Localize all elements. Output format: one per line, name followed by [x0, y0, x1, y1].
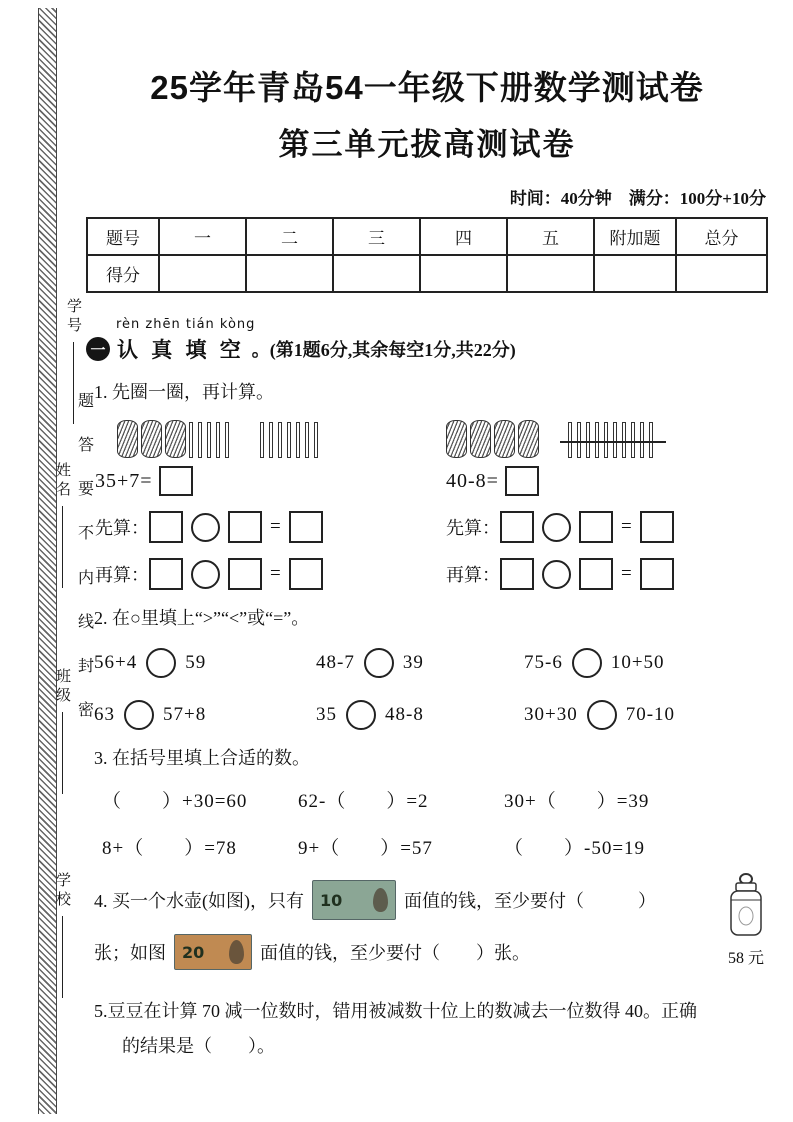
section-pinyin: rèn zhēn tián kòng — [116, 317, 256, 332]
fill-blank-equation: （ ）-50=19 — [504, 838, 646, 859]
score-header-cell: 一 — [159, 218, 246, 255]
seal-char: 题 — [78, 393, 95, 410]
answer-box — [579, 558, 613, 590]
comparison-item — [316, 648, 524, 678]
question-3 — [86, 744, 768, 860]
score-header-cell: 总分 — [676, 218, 767, 255]
score-empty-cell — [676, 255, 767, 292]
student-name-blank-line — [62, 506, 63, 588]
answer-box — [500, 511, 534, 543]
single-stick-icon — [604, 422, 608, 458]
score-empty-cell — [333, 255, 420, 292]
single-stick-icon — [296, 422, 300, 458]
compare-left: 48-7 — [316, 652, 355, 673]
question-4-text-1: 4. 买一个水壶(如图)，只有 — [94, 891, 304, 911]
portrait-icon — [373, 888, 388, 912]
section-score-note: 。(第1题6分,其余每空1分,共22分) — [251, 340, 516, 360]
stick-group — [260, 422, 323, 458]
comparison-item — [524, 700, 768, 730]
stick-bundle-icon — [470, 420, 491, 458]
comparison-item — [524, 648, 768, 678]
answer-box — [640, 511, 674, 543]
stick-picture-right — [446, 416, 768, 458]
question-1-text: 1. 先圈一圈，再计算。 — [94, 382, 274, 402]
compare-left: 56+4 — [94, 652, 138, 673]
comparison-item — [94, 648, 316, 678]
single-stick-icon — [622, 422, 626, 458]
fill-blank-equation: （ ）+30=60 — [102, 791, 248, 812]
answer-box — [505, 466, 539, 496]
score-empty-cell — [420, 255, 507, 292]
fill-blank-equation: 9+（ ）=57 — [298, 838, 433, 859]
class-field — [52, 668, 73, 794]
question-5-line-2: 的结果是（ ）。 — [122, 1036, 275, 1057]
first-step-label: 先算： — [95, 518, 149, 538]
single-stick-icon — [225, 422, 229, 458]
equals-sign: = — [621, 563, 632, 584]
score-header-cell: 四 — [420, 218, 507, 255]
banknote-value: 10 — [320, 890, 343, 910]
answer-box — [579, 511, 613, 543]
answer-box — [500, 558, 534, 590]
score-row-label: 得分 — [87, 255, 159, 292]
single-stick-icon — [577, 422, 581, 458]
operator-circle — [542, 513, 571, 542]
second-step-label: 再算： — [446, 565, 500, 585]
score-header-cell: 题号 — [87, 218, 159, 255]
comparison-item — [94, 700, 316, 730]
kettle-image — [718, 872, 774, 968]
single-stick-icon — [260, 422, 264, 458]
score-empty-cell — [159, 255, 246, 292]
single-stick-icon — [568, 422, 572, 458]
compare-right: 57+8 — [163, 704, 207, 725]
single-stick-icon — [287, 422, 291, 458]
comparison-circle — [146, 648, 176, 678]
section-title: 认 真 填 空 — [117, 338, 245, 362]
score-table-header-row — [87, 218, 767, 255]
single-stick-icon — [269, 422, 273, 458]
single-stick-icon — [613, 422, 617, 458]
exam-meta: 时间：40分钟 满分：100分+10分 — [509, 189, 766, 208]
question-5 — [86, 994, 768, 1064]
question-4-text-4: 面值的钱，至少要付（ ）张。 — [260, 943, 530, 963]
banknote-value: 20 — [182, 942, 205, 962]
stick-group — [446, 420, 542, 458]
equals-sign: = — [621, 516, 632, 537]
score-table — [86, 217, 768, 293]
answer-box — [640, 558, 674, 590]
single-stick-icon — [595, 422, 599, 458]
operator-circle — [191, 560, 220, 589]
school-label: 学校 — [54, 872, 70, 910]
single-stick-icon — [189, 422, 193, 458]
school-field — [52, 872, 73, 998]
question-4 — [86, 880, 768, 970]
comparison-circle — [364, 648, 394, 678]
question-5-line-1: 5.豆豆在计算 70 减一位数时，错用被减数十位上的数减去一位数得 40。正确 — [94, 1001, 697, 1021]
stick-bundle-icon — [165, 420, 186, 458]
stick-bundle-icon — [446, 420, 467, 458]
comparison-circle — [346, 700, 376, 730]
stick-group — [117, 420, 234, 458]
seal-char: 封 — [78, 657, 95, 675]
compare-right: 39 — [402, 652, 424, 673]
seal-char: 线 — [78, 613, 95, 631]
single-stick-icon — [314, 422, 318, 458]
main-content — [86, 62, 768, 1064]
question-2 — [86, 604, 768, 730]
single-stick-icon — [216, 422, 220, 458]
single-stick-icon — [198, 422, 202, 458]
answer-box — [228, 511, 262, 543]
first-step-label: 先算： — [446, 518, 500, 538]
compare-left: 35 — [316, 704, 337, 725]
equals-sign: = — [270, 516, 281, 537]
answer-box — [289, 558, 323, 590]
single-stick-icon — [278, 422, 282, 458]
seal-char: 密 — [78, 701, 95, 719]
stick-bundle-icon — [494, 420, 515, 458]
portrait-icon — [229, 940, 244, 964]
school-blank-line — [62, 916, 63, 998]
class-label: 班级 — [54, 668, 70, 706]
kettle-price: 58 元 — [727, 950, 764, 967]
seal-char: 要 — [78, 481, 95, 499]
score-empty-cell — [507, 255, 594, 292]
score-empty-cell — [594, 255, 676, 292]
question-2-text: 2. 在○里填上“>”“<”或“=”。 — [94, 608, 310, 628]
compare-left: 63 — [94, 704, 115, 725]
compare-right: 70-10 — [625, 704, 676, 725]
section-number-icon: 一 — [86, 337, 110, 361]
banknote-20-icon — [174, 934, 252, 970]
stick-bundle-icon — [141, 420, 162, 458]
second-step-label: 再算： — [95, 565, 149, 585]
section-1-header — [86, 317, 768, 364]
answer-box — [159, 466, 193, 496]
seal-char: 不 — [78, 525, 95, 543]
score-header-cell: 五 — [507, 218, 594, 255]
student-id-blank-line — [73, 342, 74, 424]
kettle-icon — [723, 872, 769, 938]
compare-right: 48-8 — [385, 704, 424, 725]
question-1-right-column — [446, 412, 768, 590]
question-4-text-2: 面值的钱，至少要付（ ） — [404, 891, 656, 911]
score-header-cell: 二 — [246, 218, 333, 255]
class-blank-line — [62, 712, 63, 794]
seal-char: 答 — [78, 437, 95, 455]
fill-blank-equation: 62-（ ）=2 — [298, 791, 429, 812]
page-subtitle: 第三单元拔高测试卷 — [278, 127, 576, 162]
stick-bundle-icon — [518, 420, 539, 458]
comparison-circle — [587, 700, 617, 730]
comparison-item — [316, 700, 524, 730]
compare-right: 10+50 — [610, 652, 665, 673]
single-stick-icon — [305, 422, 309, 458]
score-table-score-row — [87, 255, 767, 292]
equals-sign: = — [270, 563, 281, 584]
score-empty-cell — [246, 255, 333, 292]
answer-box — [228, 558, 262, 590]
compare-left: 30+30 — [524, 704, 578, 725]
stick-picture-left — [95, 416, 446, 458]
compare-right: 59 — [185, 652, 207, 673]
stick-group — [568, 422, 658, 458]
question-4-text-3: 张；如图 — [94, 943, 166, 963]
student-name-label: 姓名 — [54, 462, 70, 500]
single-stick-icon — [649, 422, 653, 458]
question-1-left-column — [86, 412, 446, 590]
fill-blank-equation: 8+（ ）=78 — [102, 838, 237, 859]
single-stick-icon — [631, 422, 635, 458]
single-stick-icon — [586, 422, 590, 458]
student-name-field — [52, 462, 73, 588]
answer-box — [149, 558, 183, 590]
answer-box — [289, 511, 323, 543]
expression-right: 40-8= — [446, 469, 499, 492]
question-1 — [86, 378, 768, 590]
single-stick-icon — [640, 422, 644, 458]
score-header-cell: 附加题 — [594, 218, 676, 255]
comparison-circle — [124, 700, 154, 730]
student-id-label: 学号 — [65, 298, 81, 336]
answer-box — [149, 511, 183, 543]
fill-blank-equation: 30+（ ）=39 — [504, 791, 650, 812]
banknote-10-icon — [312, 880, 396, 920]
score-header-cell: 三 — [333, 218, 420, 255]
operator-circle — [542, 560, 571, 589]
compare-left: 75-6 — [524, 652, 563, 673]
seal-char: 内 — [78, 569, 95, 587]
question-3-text: 3. 在括号里填上合适的数。 — [94, 748, 310, 768]
operator-circle — [191, 513, 220, 542]
page-title: 25学年青岛54一年级下册数学测试卷 — [150, 69, 704, 106]
expression-left: 35+7= — [95, 469, 153, 492]
single-stick-icon — [207, 422, 211, 458]
stick-bundle-icon — [117, 420, 138, 458]
comparison-circle — [572, 648, 602, 678]
